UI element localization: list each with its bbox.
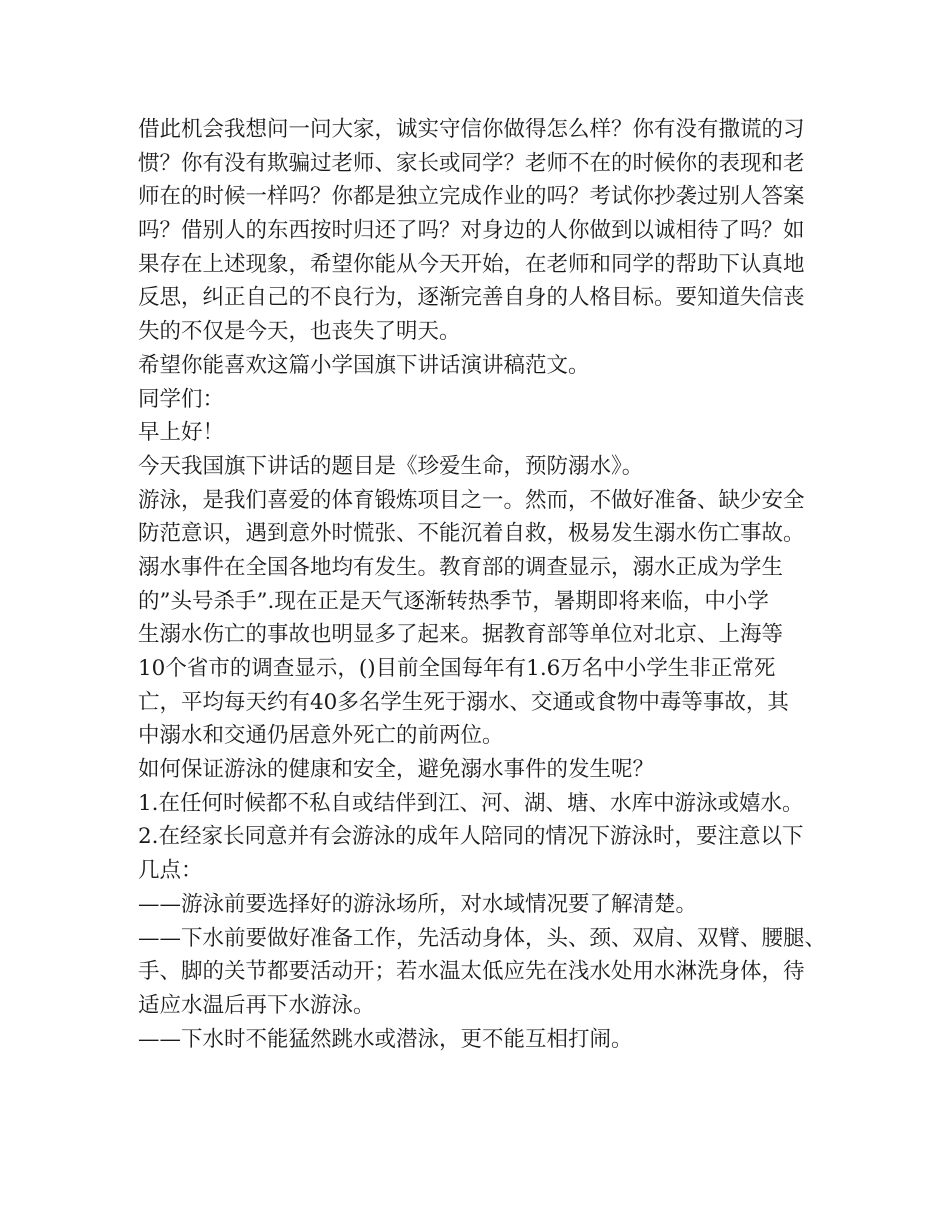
text-line: 亡，平均每天约有40多名学生死于溺水、交通或食物中毒等事故，其 <box>138 689 789 715</box>
text-line: 10个省市的调查显示，()目前全国每年有1.6万名中小学生非正常死 <box>138 656 776 681</box>
text-line: 今天我国旗下讲话的题目是《珍爱生命，预防溺水》。 <box>138 453 644 479</box>
text-line: 失的不仅是今天，也丧失了明天。 <box>138 319 461 345</box>
text-line: 如何保证游泳的健康和安全，避免溺水事件的发生呢？ <box>138 757 655 783</box>
text-line: ——下水前要做好准备工作，先活动身体，头、颈、双肩、双臂、腰腿、 <box>138 925 827 951</box>
text-line: 2.在经家长同意并有会游泳的成年人陪同的情况下游泳时，要注意以下 <box>138 824 804 850</box>
text-line: 1.在任何时候都不私自或结伴到江、河、湖、塘、水库中游泳或嬉水。 <box>138 790 804 816</box>
text-line: 希望你能喜欢这篇小学国旗下讲话演讲稿范文。 <box>138 352 590 378</box>
text-line: 防范意识，遇到意外时慌张、不能沉着自救，极易发生溺水伤亡事故。 <box>138 521 805 547</box>
document-body <box>138 113 838 1056</box>
text-line: 果存在上述现象，希望你能从今天开始，在老师和同学的帮助下认真地 <box>138 251 805 277</box>
text-line: 中溺水和交通仍居意外死亡的前两位。 <box>138 723 504 749</box>
text-line: 同学们： <box>138 386 225 412</box>
text-line: 的”头号杀手”.现在正是天气逐渐转热季节，暑期即将来临，中小学 <box>138 588 769 614</box>
text-line: 吗？借别人的东西按时归还了吗？对身边的人你做到以诚相待了吗？如 <box>138 218 805 244</box>
text-line: 手、脚的关节都要活动开；若水温太低应先在浅水处用水淋洗身体，待 <box>138 959 805 985</box>
text-line: 几点： <box>138 858 203 884</box>
text-line: 借此机会我想问一问大家，诚实守信你做得怎么样？你有没有撒谎的习 <box>138 117 805 142</box>
text-line: 惯？你有没有欺骗过老师、家长或同学？老师不在的时候你的表现和老 <box>138 150 805 176</box>
text-line: 游泳，是我们喜爱的体育锻炼项目之一。然而，不做好准备、缺少安全 <box>138 487 805 513</box>
text-line: 生溺水伤亡的事故也明显多了起来。据教育部等单位对北京、上海等 <box>138 622 784 648</box>
text-line: ——游泳前要选择好的游泳场所，对水域情况要了解清楚。 <box>138 891 698 917</box>
text-line: 早上好！ <box>138 420 225 446</box>
text-line: 反思，纠正自己的不良行为，逐渐完善自身的人格目标。要知道失信丧 <box>138 285 805 311</box>
text-line: 适应水温后再下水游泳。 <box>138 992 375 1018</box>
text-line: ——下水时不能猛然跳水或潜泳，更不能互相打闹。 <box>138 1026 633 1052</box>
text-line: 溺水事件在全国各地均有发生。教育部的调查显示，溺水正成为学生 <box>138 554 784 580</box>
text-line: 师在的时候一样吗？你都是独立完成作业的吗？考试你抄袭过别人答案 <box>138 184 805 210</box>
